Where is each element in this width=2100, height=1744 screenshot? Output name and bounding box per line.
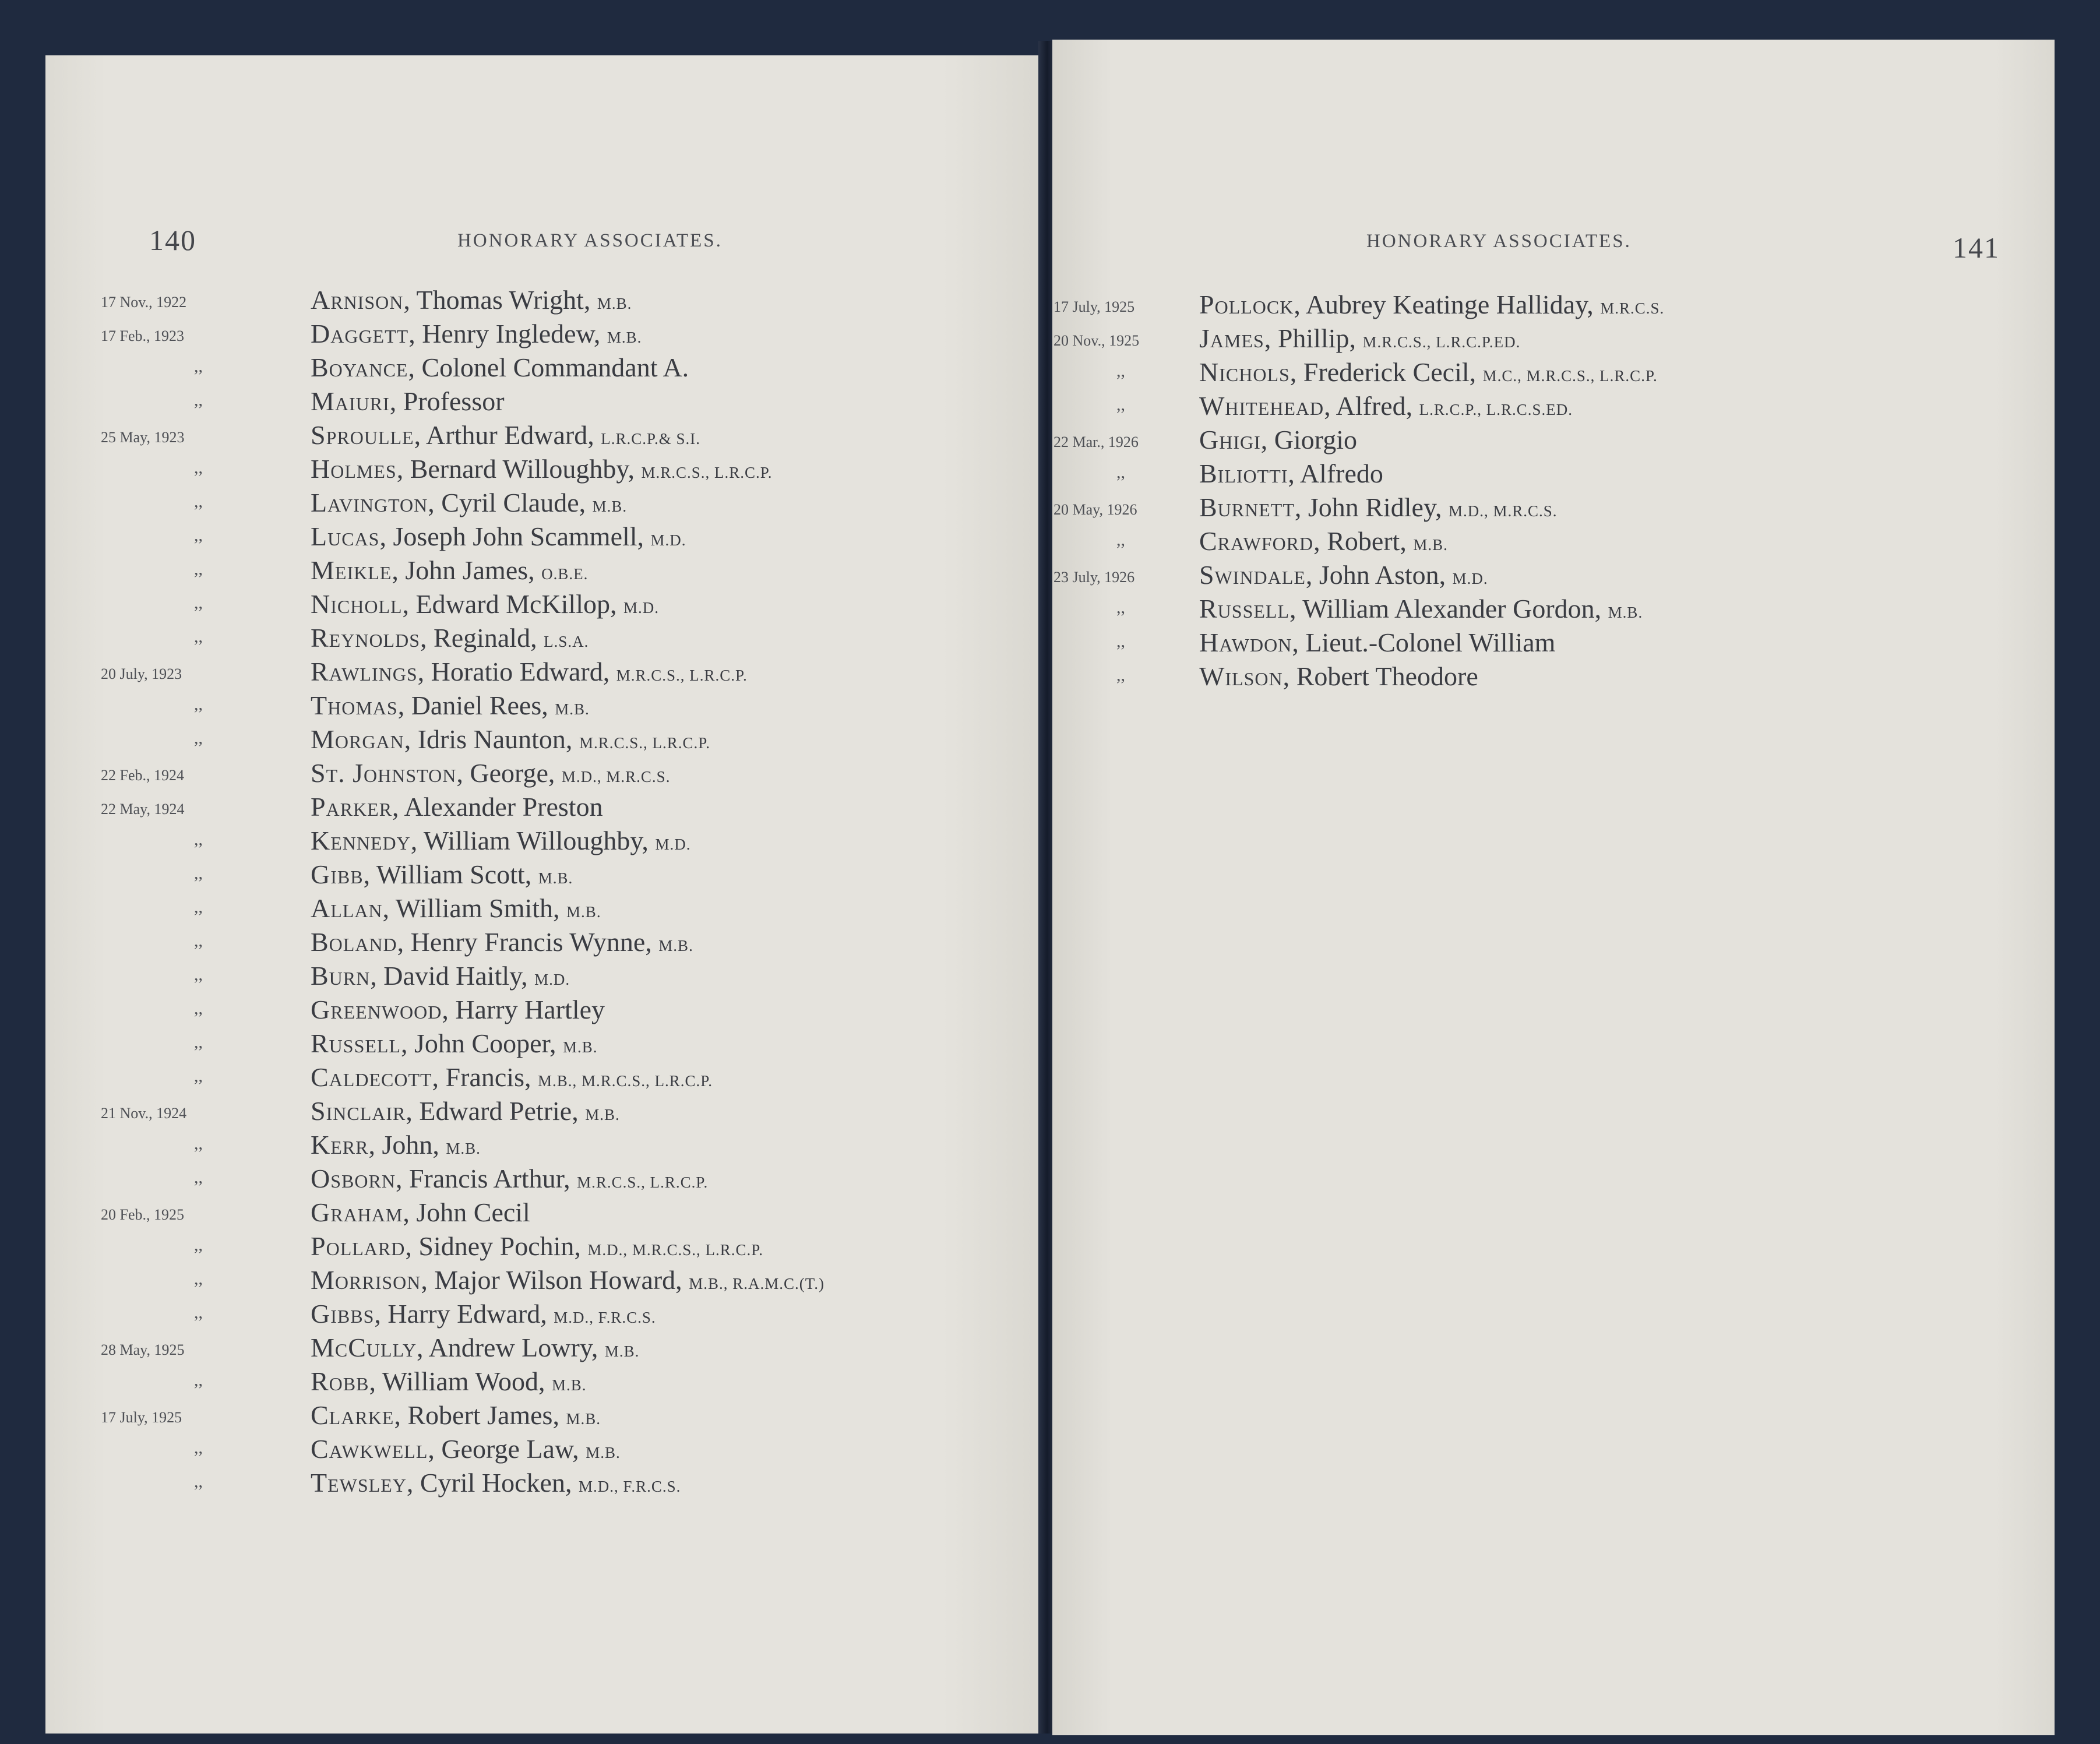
- entry-qualifications: M.B.: [597, 295, 632, 312]
- entry-surname: Osborn: [311, 1164, 396, 1193]
- entry-qualifications: M.B., R.A.M.C.(T.): [689, 1275, 825, 1292]
- list-item: [101, 926, 1010, 960]
- list-item: [1052, 357, 2043, 390]
- entry-given-names: , Alfred,: [1324, 391, 1419, 421]
- entry-date: ,,: [194, 1033, 203, 1052]
- list-item: [101, 589, 1010, 622]
- list-item: [101, 893, 1010, 926]
- entry-surname: Allan: [311, 893, 383, 923]
- entry-given-names: , Colonel Commandant A.: [408, 353, 689, 382]
- entry-name: [311, 1028, 598, 1059]
- entry-name: [311, 960, 570, 991]
- list-item: [101, 1095, 1010, 1129]
- entry-qualifications: M.B.: [538, 869, 573, 887]
- list-item: [1052, 661, 2043, 695]
- entry-qualifications: M.D.: [623, 599, 659, 616]
- entry-qualifications: M.B.: [563, 1038, 598, 1056]
- entry-qualifications: L.R.C.P.& S.I.: [601, 430, 701, 448]
- entry-given-names: , Arthur Edward,: [414, 420, 601, 450]
- entry-date: 17 July, 1925: [1053, 298, 1135, 315]
- entry-qualifications: M.D., M.R.C.S.: [561, 768, 671, 785]
- entry-name: [311, 284, 632, 315]
- entry-date: ,,: [1116, 361, 1125, 380]
- entry-date: ,,: [194, 458, 203, 477]
- entry-name: [311, 656, 748, 687]
- entry-name: [311, 1433, 621, 1464]
- entry-given-names: , Henry Ingledew,: [408, 319, 607, 348]
- list-item: [1052, 323, 2043, 357]
- entry-given-names: , Alfredo: [1288, 459, 1383, 488]
- entry-name: [311, 386, 505, 417]
- entry-qualifications: M.B.: [566, 1410, 601, 1428]
- entry-date: 22 Mar., 1926: [1053, 434, 1139, 450]
- entry-name: [1199, 492, 1558, 523]
- entry-name: [1199, 661, 1478, 692]
- entry-surname: Maiuri: [311, 386, 390, 416]
- entry-qualifications: M.B.: [1608, 604, 1643, 621]
- entry-given-names: , Edward McKillop,: [402, 589, 623, 619]
- right-page-number: 141: [1953, 231, 2000, 264]
- entry-surname: Biliotti: [1199, 459, 1288, 488]
- entry-surname: Meikle: [311, 555, 392, 585]
- entry-date: ,,: [194, 864, 203, 883]
- entry-name: [311, 791, 603, 822]
- entry-date: ,,: [194, 931, 203, 950]
- entry-surname: Russell: [1199, 594, 1290, 623]
- entry-qualifications: M.R.C.S., L.R.C.P.: [579, 734, 711, 752]
- list-item: [101, 1433, 1010, 1467]
- entry-qualifications: M.B., M.R.C.S., L.R.C.P.: [537, 1072, 713, 1090]
- entry-surname: Swindale: [1199, 560, 1306, 590]
- entry-given-names: , Harry Hartley: [442, 995, 605, 1024]
- entry-surname: Ghigi: [1199, 425, 1261, 455]
- entry-surname: Gibbs: [311, 1299, 375, 1329]
- entry-given-names: , Henry Francis Wynne,: [397, 927, 659, 957]
- entry-qualifications: O.B.E.: [541, 565, 589, 583]
- entry-given-names: , John Cooper,: [401, 1028, 563, 1058]
- list-item: [101, 318, 1010, 352]
- list-item: [101, 1163, 1010, 1197]
- entry-qualifications: M.B.: [1413, 536, 1448, 554]
- entry-qualifications: M.D., M.R.C.S., L.R.C.P.: [587, 1241, 764, 1259]
- list-item: [1052, 289, 2043, 323]
- entry-surname: Whitehead: [1199, 391, 1324, 421]
- entry-qualifications: M.R.C.S., L.R.C.P.: [641, 464, 773, 481]
- entry-date: ,,: [1116, 598, 1125, 617]
- entry-given-names: , Thomas Wright,: [403, 285, 597, 315]
- entry-name: [311, 1062, 713, 1093]
- entry-given-names: , George Law,: [428, 1434, 586, 1464]
- list-item: [1052, 593, 2043, 627]
- entry-surname: Rawlings: [311, 657, 418, 686]
- list-item: [1052, 526, 2043, 559]
- entry-name: [1199, 424, 1357, 455]
- entry-given-names: , Major Wilson Howard,: [421, 1265, 689, 1295]
- entry-given-names: , William Wood,: [369, 1366, 552, 1396]
- entry-name: [311, 420, 700, 450]
- entry-qualifications: M.B.: [592, 498, 628, 515]
- list-item: [101, 859, 1010, 893]
- entry-date: 28 May, 1925: [101, 1341, 185, 1358]
- entry-given-names: , Bernard Willoughby,: [396, 454, 642, 484]
- right-entry-list: [1052, 289, 2043, 695]
- entry-name: [311, 1400, 601, 1431]
- entry-surname: Tewsley: [311, 1468, 407, 1498]
- entry-surname: Daggett: [311, 319, 409, 348]
- entry-name: [311, 1264, 825, 1295]
- list-item: [101, 724, 1010, 758]
- entry-name: [1199, 458, 1383, 489]
- entry-surname: Sproulle: [311, 420, 414, 450]
- entry-given-names: , Robert James,: [394, 1400, 566, 1430]
- entry-given-names: , Professor: [389, 386, 505, 416]
- entry-given-names: , Lieut.-Colonel William: [1292, 628, 1556, 657]
- right-page: [1052, 40, 2055, 1735]
- entry-name: [311, 758, 670, 788]
- list-item: [101, 825, 1010, 859]
- list-item: [101, 521, 1010, 555]
- list-item: [101, 1400, 1010, 1433]
- entry-surname: Morgan: [311, 724, 404, 754]
- entry-qualifications: M.B.: [607, 329, 642, 346]
- list-item: [101, 758, 1010, 791]
- entry-date: ,,: [1116, 632, 1125, 651]
- entry-name: [311, 1366, 586, 1397]
- entry-qualifications: M.B.: [586, 1444, 621, 1461]
- entry-name: [311, 521, 686, 552]
- entry-given-names: , Joseph John Scammell,: [379, 522, 651, 551]
- entry-surname: Pollock: [1199, 290, 1294, 319]
- entry-qualifications: M.D.: [534, 971, 570, 988]
- list-item: [101, 1366, 1010, 1400]
- entry-given-names: , William Scott,: [363, 859, 538, 889]
- entry-given-names: , William Smith,: [382, 893, 567, 923]
- entry-qualifications: M.R.C.S., L.R.C.P.: [616, 667, 748, 684]
- entry-date: 17 Feb., 1923: [101, 327, 184, 344]
- entry-name: [311, 1095, 620, 1126]
- list-item: [101, 352, 1010, 386]
- entry-surname: Clarke: [311, 1400, 394, 1430]
- entry-given-names: , William Willoughby,: [410, 826, 656, 855]
- list-item: [1052, 627, 2043, 661]
- entry-surname: Thomas: [311, 690, 398, 720]
- entry-name: [311, 1231, 763, 1262]
- entry-date: 20 Nov., 1925: [1053, 332, 1140, 349]
- entry-name: [311, 724, 710, 755]
- entry-surname: Parker: [311, 792, 393, 822]
- entry-name: [311, 994, 605, 1025]
- entry-name: [311, 1332, 639, 1363]
- entry-qualifications: M.B.: [604, 1343, 640, 1360]
- entry-qualifications: M.D.: [1452, 570, 1488, 587]
- list-item: [101, 386, 1010, 420]
- entry-name: [1199, 526, 1448, 556]
- list-item: [101, 487, 1010, 521]
- entry-surname: Arnison: [311, 285, 404, 315]
- list-item: [1052, 492, 2043, 526]
- entry-date: ,,: [194, 1134, 203, 1153]
- list-item: [101, 420, 1010, 453]
- entry-qualifications: M.C., M.R.C.S., L.R.C.P.: [1482, 367, 1658, 385]
- entry-date: ,,: [194, 1066, 203, 1086]
- entry-given-names: , Robert,: [1313, 526, 1414, 556]
- entry-date: ,,: [194, 559, 203, 579]
- entry-surname: McCully: [311, 1333, 417, 1362]
- list-item: [101, 791, 1010, 825]
- entry-date: 22 May, 1924: [101, 801, 185, 818]
- entry-date: ,,: [1116, 395, 1125, 414]
- entry-qualifications: M.R.C.S.: [1600, 300, 1665, 317]
- entry-name: [311, 555, 588, 586]
- entry-name: [1199, 357, 1658, 387]
- entry-surname: Sinclair: [311, 1096, 406, 1126]
- entry-qualifications: M.B.: [555, 700, 590, 718]
- entry-name: [311, 453, 773, 484]
- entry-surname: Boyance: [311, 353, 408, 382]
- entry-date: 17 July, 1925: [101, 1409, 182, 1426]
- entry-date: ,,: [194, 1370, 203, 1390]
- entry-date: ,,: [194, 526, 203, 545]
- entry-surname: Graham: [311, 1197, 403, 1227]
- right-running-head: HONORARY ASSOCIATES.: [1366, 231, 1632, 252]
- list-item: [1052, 424, 2043, 458]
- entry-given-names: , George,: [456, 758, 562, 788]
- entry-surname: Crawford: [1199, 526, 1314, 556]
- list-item: [101, 656, 1010, 690]
- entry-qualifications: M.D.: [655, 836, 691, 853]
- entry-date: ,,: [194, 390, 203, 410]
- entry-date: ,,: [194, 695, 203, 714]
- entry-name: [311, 859, 573, 890]
- left-page-number: 140: [149, 224, 196, 256]
- list-item: [101, 1062, 1010, 1095]
- entry-qualifications: M.R.C.S., L.R.C.P.ED.: [1362, 333, 1521, 351]
- entry-surname: Caldecott: [311, 1062, 432, 1092]
- list-item: [101, 1028, 1010, 1062]
- entry-name: [1199, 627, 1555, 658]
- entry-surname: Kerr: [311, 1130, 369, 1160]
- entry-surname: Cawkwell: [311, 1434, 428, 1464]
- list-item: [1052, 458, 2043, 492]
- entry-name: [311, 1298, 656, 1329]
- entry-date: ,,: [194, 1303, 203, 1322]
- entry-qualifications: M.D.: [650, 531, 686, 549]
- entry-surname: Boland: [311, 927, 397, 957]
- list-item: [1052, 390, 2043, 424]
- entry-surname: Morrison: [311, 1265, 421, 1295]
- list-item: [101, 284, 1010, 318]
- entry-surname: Nichols: [1199, 357, 1290, 387]
- entry-date: 20 July, 1923: [101, 665, 182, 682]
- entry-name: [1199, 559, 1488, 590]
- entry-name: [1199, 289, 1664, 320]
- entry-given-names: , John Aston,: [1305, 560, 1453, 590]
- list-item: [101, 1197, 1010, 1231]
- list-item: [101, 1129, 1010, 1163]
- entry-given-names: , William Alexander Gordon,: [1289, 594, 1608, 623]
- entry-date: ,,: [1116, 530, 1125, 549]
- entry-name: [311, 893, 601, 924]
- entry-surname: Lucas: [311, 522, 380, 551]
- list-item: [101, 1332, 1010, 1366]
- list-item: [101, 453, 1010, 487]
- list-item: [101, 1264, 1010, 1298]
- entry-given-names: , John Cecil: [403, 1197, 530, 1227]
- entry-given-names: , John,: [368, 1130, 446, 1160]
- entry-qualifications: L.S.A.: [544, 633, 589, 650]
- entry-name: [311, 926, 693, 957]
- entry-name: [311, 487, 627, 518]
- entry-date: 25 May, 1923: [101, 429, 185, 446]
- entry-given-names: , John James,: [392, 555, 542, 585]
- entry-given-names: , Aubrey Keatinge Halliday,: [1294, 290, 1601, 319]
- entry-name: [311, 318, 642, 349]
- entry-date: ,,: [1116, 463, 1125, 482]
- entry-date: ,,: [194, 1235, 203, 1255]
- entry-given-names: , Alexander Preston: [392, 792, 603, 822]
- list-item: [101, 1298, 1010, 1332]
- entry-name: [311, 1467, 681, 1498]
- left-running-head: HONORARY ASSOCIATES.: [457, 230, 723, 251]
- entry-date: 22 Feb., 1924: [101, 767, 184, 784]
- entry-qualifications: M.D., M.R.C.S.: [1448, 502, 1558, 520]
- entry-name: [1199, 593, 1643, 624]
- entry-qualifications: L.R.C.P., L.R.C.S.ED.: [1419, 401, 1573, 418]
- entry-name: [311, 1197, 530, 1228]
- list-item: [101, 1231, 1010, 1264]
- entry-date: ,,: [194, 1438, 203, 1457]
- entry-name: [311, 690, 590, 721]
- entry-surname: Holmes: [311, 454, 397, 484]
- entry-date: ,,: [194, 830, 203, 849]
- entry-given-names: , Idris Naunton,: [404, 724, 579, 754]
- entry-date: ,,: [194, 1269, 203, 1288]
- entry-name: [311, 1163, 708, 1194]
- entry-name: [1199, 323, 1520, 354]
- list-item: [101, 1467, 1010, 1501]
- entry-surname: Nicholl: [311, 589, 403, 619]
- entry-qualifications: M.D., F.R.C.S.: [554, 1309, 656, 1326]
- entry-given-names: , Edward Petrie,: [406, 1096, 586, 1126]
- entry-given-names: , Francis,: [432, 1062, 538, 1092]
- entry-date: ,,: [194, 965, 203, 984]
- entry-name: [311, 352, 689, 383]
- entry-surname: Kennedy: [311, 826, 411, 855]
- entry-qualifications: M.B.: [551, 1376, 587, 1394]
- list-item: [1052, 559, 2043, 593]
- entry-given-names: , Sidney Pochin,: [405, 1231, 588, 1261]
- entry-date: ,,: [194, 627, 203, 646]
- entry-surname: Greenwood: [311, 995, 442, 1024]
- left-entry-list: [101, 284, 1010, 1501]
- entry-given-names: , Andrew Lowry,: [417, 1333, 605, 1362]
- entry-date: 20 Feb., 1925: [101, 1206, 184, 1223]
- entry-date: ,,: [194, 897, 203, 917]
- entry-qualifications: M.B.: [585, 1106, 620, 1123]
- entry-given-names: , Phillip,: [1264, 323, 1363, 353]
- entry-name: [311, 825, 690, 856]
- entry-given-names: , Daniel Rees,: [397, 690, 555, 720]
- entry-date: ,,: [194, 728, 203, 748]
- entry-date: ,,: [1116, 665, 1125, 685]
- entry-surname: Pollard: [311, 1231, 406, 1261]
- entry-name: [311, 622, 589, 653]
- entry-date: ,,: [194, 1472, 203, 1491]
- entry-date: ,,: [194, 999, 203, 1018]
- entry-qualifications: M.D., F.R.C.S.: [578, 1478, 681, 1495]
- entry-surname: James: [1199, 323, 1264, 353]
- entry-qualifications: M.B.: [446, 1140, 481, 1157]
- entry-given-names: , Reginald,: [420, 623, 544, 653]
- entry-surname: Lavington: [311, 488, 428, 517]
- entry-date: 23 July, 1926: [1053, 569, 1135, 586]
- entry-given-names: , Francis Arthur,: [395, 1164, 577, 1193]
- entry-date: ,,: [194, 492, 203, 511]
- entry-given-names: , David Haitly,: [370, 961, 535, 991]
- list-item: [101, 555, 1010, 589]
- entry-date: 21 Nov., 1924: [101, 1105, 187, 1122]
- entry-given-names: , Giorgio: [1260, 425, 1358, 455]
- entry-surname: Russell: [311, 1028, 401, 1058]
- entry-surname: Hawdon: [1199, 628, 1292, 657]
- left-page: [45, 55, 1043, 1734]
- entry-qualifications: M.B.: [658, 937, 693, 954]
- entry-surname: Gibb: [311, 859, 364, 889]
- entry-given-names: , Horatio Edward,: [417, 657, 616, 686]
- entry-given-names: , Harry Edward,: [374, 1299, 554, 1329]
- list-item: [101, 994, 1010, 1028]
- entry-surname: Wilson: [1199, 661, 1283, 691]
- entry-surname: Burn: [311, 961, 371, 991]
- entry-qualifications: M.R.C.S., L.R.C.P.: [577, 1174, 709, 1191]
- entry-surname: Robb: [311, 1366, 369, 1396]
- entry-surname: Reynolds: [311, 623, 421, 653]
- entry-qualifications: M.B.: [566, 903, 601, 921]
- entry-given-names: , Frederick Cecil,: [1289, 357, 1483, 387]
- entry-given-names: , John Ridley,: [1294, 492, 1449, 522]
- list-item: [101, 622, 1010, 656]
- entry-given-names: , Cyril Claude,: [428, 488, 593, 517]
- entry-name: [311, 589, 659, 619]
- entry-surname: Burnett: [1199, 492, 1295, 522]
- entry-date: ,,: [194, 357, 203, 376]
- entry-given-names: , Robert Theodore: [1282, 661, 1478, 691]
- entry-date: 17 Nov., 1922: [101, 294, 187, 311]
- list-item: [101, 690, 1010, 724]
- list-item: [101, 960, 1010, 994]
- entry-surname: St. Johnston: [311, 758, 457, 788]
- entry-date: ,,: [194, 1168, 203, 1187]
- entry-name: [1199, 390, 1573, 421]
- entry-date: 20 May, 1926: [1053, 501, 1137, 518]
- entry-date: ,,: [194, 593, 203, 612]
- entry-given-names: , Cyril Hocken,: [406, 1468, 579, 1498]
- entry-name: [311, 1129, 481, 1160]
